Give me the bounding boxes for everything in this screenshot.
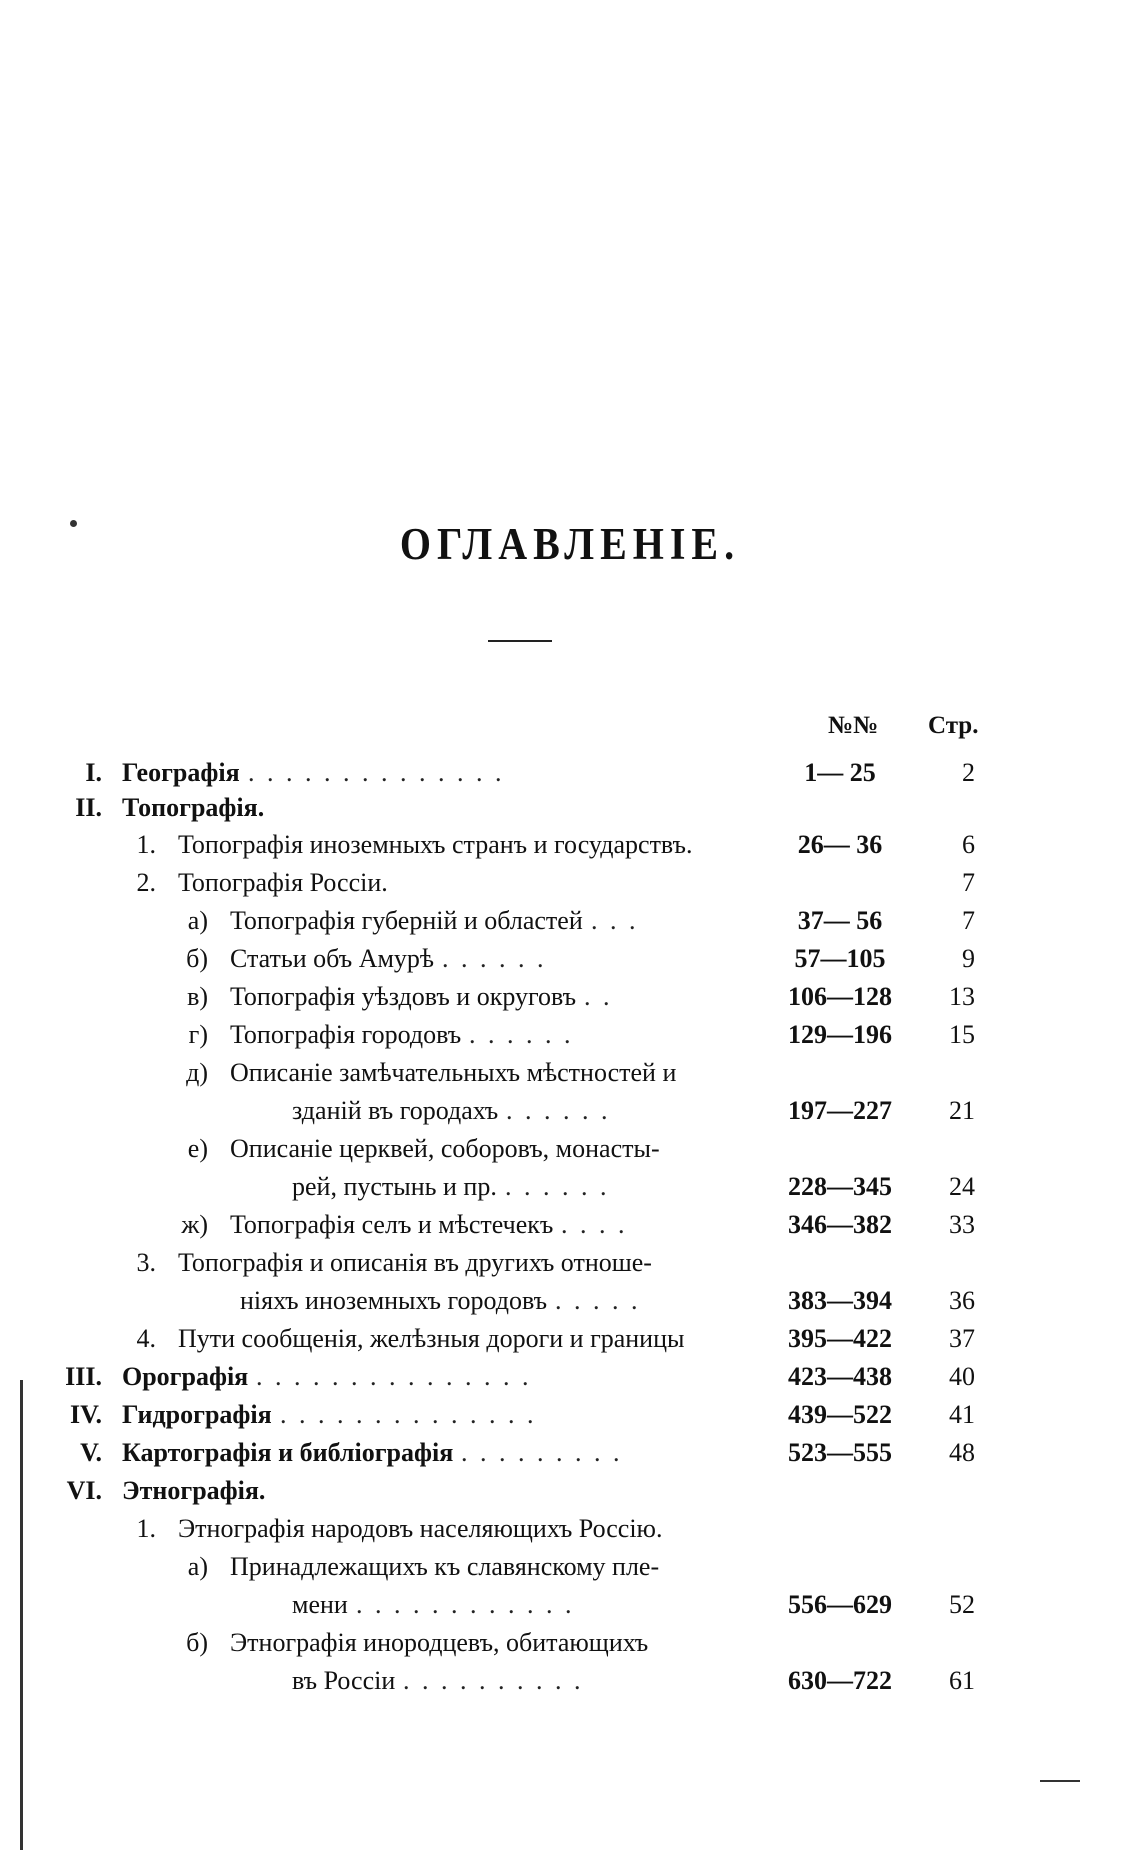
column-header-page: Стр.: [928, 712, 979, 739]
toc-entry-number: 2.: [136, 868, 156, 897]
toc-entry-page: 33: [949, 1210, 975, 1239]
toc-entry: [0, 1435, 1140, 1471]
toc-entry: [0, 1397, 1140, 1433]
ink-speck: [70, 520, 77, 527]
toc-entry: [0, 755, 1140, 791]
toc-entry-label: Топографія селъ и мѣстечекъ: [230, 1210, 554, 1239]
toc-entry-range: 383—394: [788, 1286, 892, 1315]
toc-entry-page: 15: [949, 1020, 975, 1049]
toc-entry-page: 7: [962, 906, 975, 935]
toc-entry-label: Гидрографія: [122, 1400, 272, 1429]
toc-entry-number: в): [187, 982, 208, 1011]
toc-entry-label: Топографія Россіи.: [178, 868, 388, 897]
toc-entry-label: Географія: [122, 758, 240, 787]
toc-entry-page: 13: [949, 982, 975, 1011]
toc-entry-range: 346—382: [788, 1210, 892, 1239]
toc-entry-label: Описаніе замѣчательныхъ мѣстностей и: [230, 1058, 677, 1087]
toc-entry-range: 57—105: [794, 944, 886, 973]
toc-entry-label: Описаніе церквей, соборовъ, монасты-: [230, 1134, 660, 1163]
toc-entry: [0, 941, 1140, 977]
toc-entry-label: Этнографія инородцевъ, обитающихъ: [230, 1628, 649, 1657]
toc-entry-range: 439—522: [788, 1400, 892, 1429]
toc-entry-number: 3.: [136, 1248, 156, 1277]
toc-entry-leader: . . .: [591, 906, 639, 935]
toc-entry-label: Топографія.: [122, 793, 265, 822]
toc-entry-number: е): [187, 1134, 208, 1163]
toc-entry: [0, 790, 1140, 826]
toc-entry-range: 129—196: [788, 1020, 892, 1049]
toc-entry-leader: . . . . . . . . . . . . . .: [280, 1400, 537, 1429]
toc-entry-label: Топографія городовъ: [230, 1020, 462, 1049]
toc-entry: [0, 1017, 1140, 1053]
toc-entry: [0, 1663, 1140, 1699]
toc-entry-number: II.: [75, 793, 102, 822]
toc-entry: [0, 1587, 1140, 1623]
toc-entry-range: 37— 56: [797, 906, 883, 935]
toc-entry-page: 2: [962, 758, 975, 787]
toc-entry: [0, 1473, 1140, 1509]
toc-entry-leader: . . . . . .: [505, 1172, 610, 1201]
toc-entry: [0, 1625, 1140, 1661]
toc-entry: [0, 1359, 1140, 1395]
toc-entry-label: въ Россіи: [292, 1666, 396, 1695]
toc-entry-number: 1.: [136, 830, 156, 859]
toc-entry-leader: . . . . . . . . .: [461, 1438, 623, 1467]
toc-entry: [0, 1131, 1140, 1167]
toc-entry-leader: . . . . . .: [469, 1020, 574, 1049]
toc-entry-leader: . . . . . .: [506, 1096, 611, 1125]
toc-entry-label: мени: [292, 1590, 348, 1619]
toc-entry-number: а): [187, 1552, 208, 1581]
toc-entry-leader: . . . . . . . . . . . . . . .: [256, 1362, 532, 1391]
toc-entry-range: 395—422: [788, 1324, 892, 1353]
toc-entry-number: V.: [80, 1438, 102, 1467]
toc-entry-range: 228—345: [788, 1172, 892, 1201]
toc-entry: [0, 903, 1140, 939]
toc-entry: [0, 1511, 1140, 1547]
title-divider: [488, 640, 552, 642]
toc-entry: [0, 1055, 1140, 1091]
toc-entry-range: 556—629: [788, 1590, 892, 1619]
toc-entry-page: 37: [949, 1324, 975, 1353]
toc-entry-number: 1.: [136, 1514, 156, 1543]
toc-entry-page: 36: [949, 1286, 975, 1315]
toc-entry-number: а): [187, 906, 208, 935]
toc-entry-range: 106—128: [788, 982, 892, 1011]
toc-entry-leader: . . . . . . . . . .: [403, 1666, 584, 1695]
toc-entry-label: Этнографія.: [122, 1476, 266, 1505]
toc-entry-label: Орографія: [122, 1362, 249, 1391]
toc-entry-label: Картографія и библіографія: [122, 1438, 454, 1467]
toc-entry-number: IV.: [69, 1400, 102, 1429]
toc-entry-range: 523—555: [788, 1438, 892, 1467]
toc-entry-page: 61: [949, 1666, 975, 1695]
toc-entry-number: VI.: [66, 1476, 102, 1505]
toc-entry-range: 423—438: [788, 1362, 892, 1391]
toc-entry-range: 197—227: [788, 1096, 892, 1125]
toc-entry: [0, 1321, 1140, 1357]
toc-entry-label: Этнографія народовъ населяющихъ Россію.: [178, 1514, 663, 1543]
toc-entry-label: рей, пустынь и пр.: [292, 1172, 497, 1201]
page-title: ОГЛАВЛЕНІЕ.: [399, 517, 741, 570]
toc-entry-page: 24: [949, 1172, 975, 1201]
toc-entry-leader: . . . . .: [555, 1286, 641, 1315]
toc-entry: [0, 827, 1140, 863]
ink-speck: [1040, 1780, 1080, 1782]
toc-entry-range: 1— 25: [804, 758, 876, 787]
toc-entry-number: б): [186, 944, 208, 973]
toc-entry-leader: . . . . . . . . . . . . . .: [248, 758, 505, 787]
toc-entry-number: III.: [65, 1362, 102, 1391]
toc-entry-page: 48: [949, 1438, 975, 1467]
toc-entry: [0, 1093, 1140, 1129]
toc-entry-label: Топографія уѣздовъ и округовъ: [230, 982, 577, 1011]
toc-entry-page: 9: [962, 944, 975, 973]
toc-entry: [0, 1283, 1140, 1319]
toc-entry-page: 41: [949, 1400, 975, 1429]
toc-entry: [0, 865, 1140, 901]
toc-entry-number: 4.: [136, 1324, 156, 1353]
toc-entry-label: зданій въ городахъ: [292, 1096, 499, 1125]
toc-entry-range: 630—722: [788, 1666, 892, 1695]
toc-entry-number: ж): [181, 1210, 208, 1239]
column-header-numbers: №№: [828, 712, 879, 739]
toc-entry-label: ніяхъ иноземныхъ городовъ: [240, 1286, 548, 1315]
toc-entry: [0, 979, 1140, 1015]
page-edge-mark: [20, 1380, 23, 1850]
toc-entry-range: 26— 36: [797, 830, 883, 859]
toc-entry-leader: . . . .: [561, 1210, 628, 1239]
toc-entry-number: д): [186, 1058, 208, 1087]
toc-entry-label: Пути сообщенія, желѣзныя дороги и границы: [178, 1324, 685, 1353]
toc-entry-label: Топографія губерній и областей: [230, 906, 583, 935]
toc-entry: [0, 1549, 1140, 1585]
toc-entry: [0, 1245, 1140, 1281]
toc-entry-label: Статьи объ Амурѣ: [230, 944, 435, 973]
toc-entry-leader: . . . . . .: [442, 944, 547, 973]
toc-entry-leader: . . . . . . . . . . . .: [356, 1590, 575, 1619]
toc-entry-page: 7: [962, 868, 975, 897]
toc-entry-number: б): [186, 1628, 208, 1657]
toc-entry-page: 40: [949, 1362, 975, 1391]
toc-entry-leader: . .: [584, 982, 613, 1011]
toc-entry-label: Топографія иноземныхъ странъ и государствъ.: [178, 830, 693, 859]
toc-entry-label: Топографія и описанія въ другихъ отноше-: [178, 1248, 652, 1277]
toc-entry: [0, 1207, 1140, 1243]
toc-entry-number: г): [188, 1020, 208, 1049]
toc-entry-number: I.: [85, 758, 102, 787]
toc-entry-page: 6: [962, 830, 975, 859]
toc-entry-page: 52: [949, 1590, 975, 1619]
toc-entry-page: 21: [949, 1096, 975, 1125]
toc-entry-label: Принадлежащихъ къ славянскому пле-: [230, 1552, 660, 1581]
toc-entry: [0, 1169, 1140, 1205]
